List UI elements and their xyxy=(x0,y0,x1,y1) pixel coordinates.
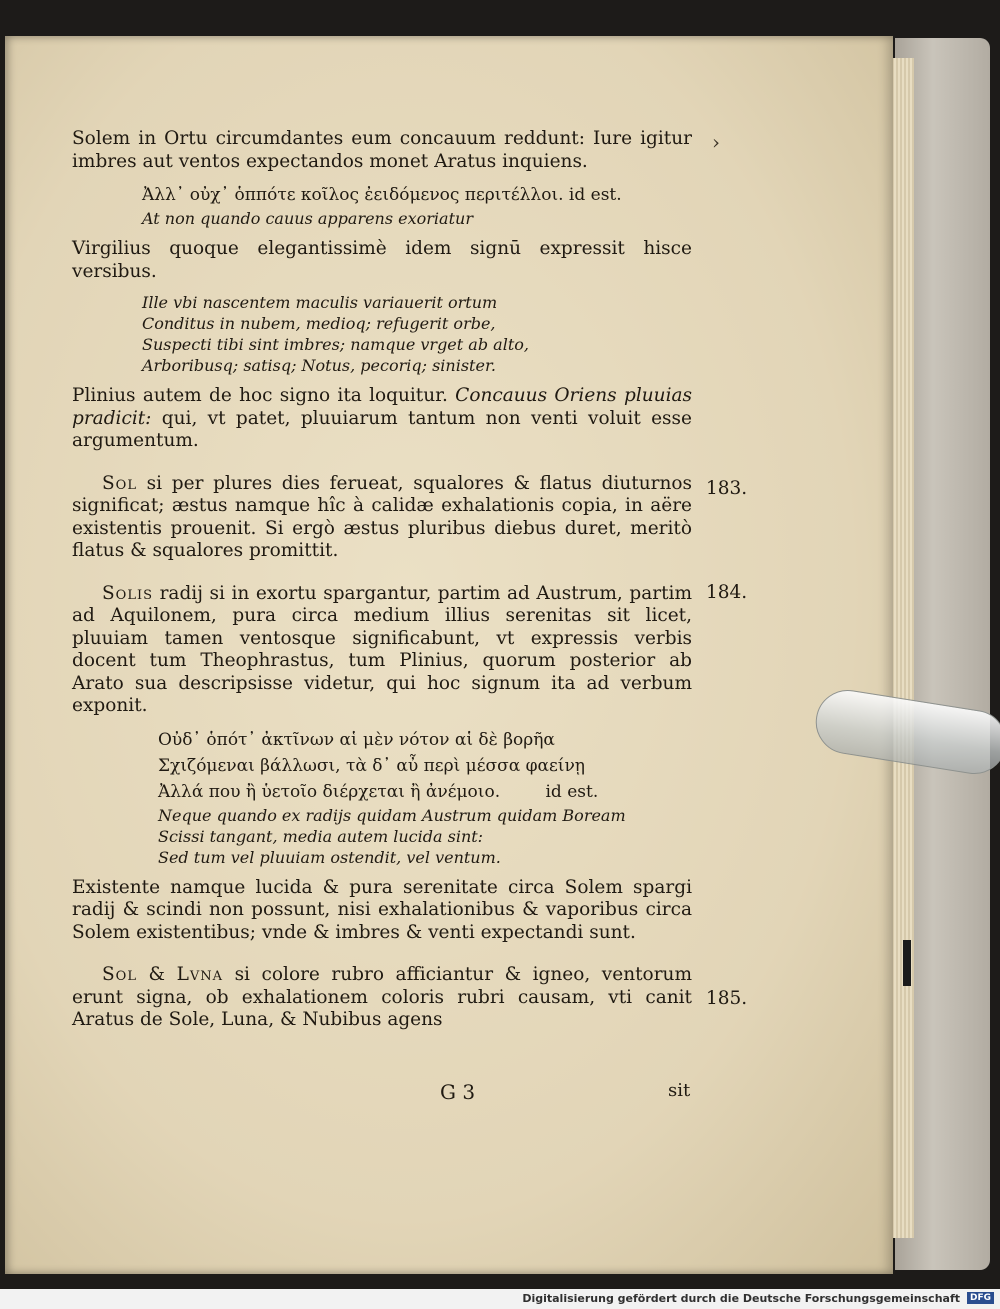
bookmark-tab xyxy=(903,940,911,986)
margin-number-184: 184. xyxy=(706,582,748,603)
margin-number-183: 183. xyxy=(706,478,748,499)
paragraph-3: Plinius autem de hoc signo ita loquitur. Concauus Oriens pluuias pradicit: qui, vt patet, pluuiarum tantum non venti voluit esse argumentum. xyxy=(72,385,693,451)
signature-mark: G 3 xyxy=(440,1080,476,1104)
verse-line: Arboribusq; satisq; Notus, pecoriq; sinister. xyxy=(142,356,496,375)
paragraph-2: Virgilius quoque elegantissimè idem signū expressit hisce versibus. xyxy=(72,238,692,282)
footer-bar xyxy=(0,1289,1000,1309)
verse-line: Suspecti tibi sint imbres; namque vrget ab alto, xyxy=(142,335,529,354)
page-text xyxy=(72,128,692,1032)
verse-block xyxy=(72,292,692,376)
paragraph-4: Sol si per plures dies ferueat, squalores & flatus diuturnos significat; æstus namque hîc à calidæ exhalationis copia, in aëre existentis prouenit. Si ergò æstus pluribus diebus duret, meritò flatus & squalores promittit. xyxy=(72,472,692,561)
margin-number-185: 185. xyxy=(706,988,748,1009)
paragraph-1: Solem in Ortu circumdantes eum concauum reddunt: Iure igitur imbres aut ventos expectandos monet Aratus inquiens. xyxy=(72,128,692,172)
greek-quote-2: Οὐδ᾽ ὁπότ᾽ ἀκτῖνων αἱ μὲν νότον αἱ δὲ βορῆα Σχιζόμεναι βάλλωσι, τὰ δ᾽ αὖ περὶ μέσσα φαείνῃ Ἀλλά που ἢ ὑετοῖο διέρχεται ἢ ἀνέμοιο. id est. xyxy=(158,729,599,802)
verse-line: Conditus in nubem, medioq; refugerit orbe, xyxy=(142,314,496,333)
paragraph-7: Sol & Lvna si colore rubro afficiantur & igneo, ventorum erunt signa, ob exhalationem coloris rubri causam, vti canit Aratus de Sole, Luna, & Nubibus agens xyxy=(72,964,692,1030)
footer-credit: Digitalisierung gefördert durch die Deutsche Forschungsgemeinschaft xyxy=(522,1292,960,1305)
paragraph-6: Existente namque lucida & pura serenitate circa Solem spargi radij & scindi non possunt, nisi exhalationibus & vaporibus circa Solem existentibus; vnde & imbres & venti expectandi sunt. xyxy=(72,876,692,943)
greek-quote-1: Ἀλλ᾽ οὐχ᾽ ὁππότε κοῖλος ἐειδόμενος περιτέλλοι. id est. xyxy=(142,185,622,205)
paragraph-5: Solis radij si in exortu spargantur, partim ad Austrum, partim ad Aquilonem, pura circa medium illius serenitas sit licet, pluuiam tamen ventosque significabunt, vt expressis verbis docent tum Theophrastus, tum Plinius, quorum posterior ab Arato sua descripsisse videtur, qui hoc signum ita ad verbum exponit. xyxy=(72,582,692,716)
margin-mark: › xyxy=(712,130,720,154)
verse-line: Ille vbi nascentem maculis variauerit ortum xyxy=(142,293,498,312)
latin-translation-1: At non quando cauus apparens exoriatur xyxy=(142,209,473,228)
catchword: sit xyxy=(668,1080,691,1101)
dfg-logo: DFG xyxy=(967,1292,994,1304)
latin-translation-2: Neque quando ex radijs quidam Austrum quidam Boream Scissi tangant, media autem lucida sint: Sed tum vel pluuiam ostendit, vel ventum. xyxy=(158,805,626,867)
